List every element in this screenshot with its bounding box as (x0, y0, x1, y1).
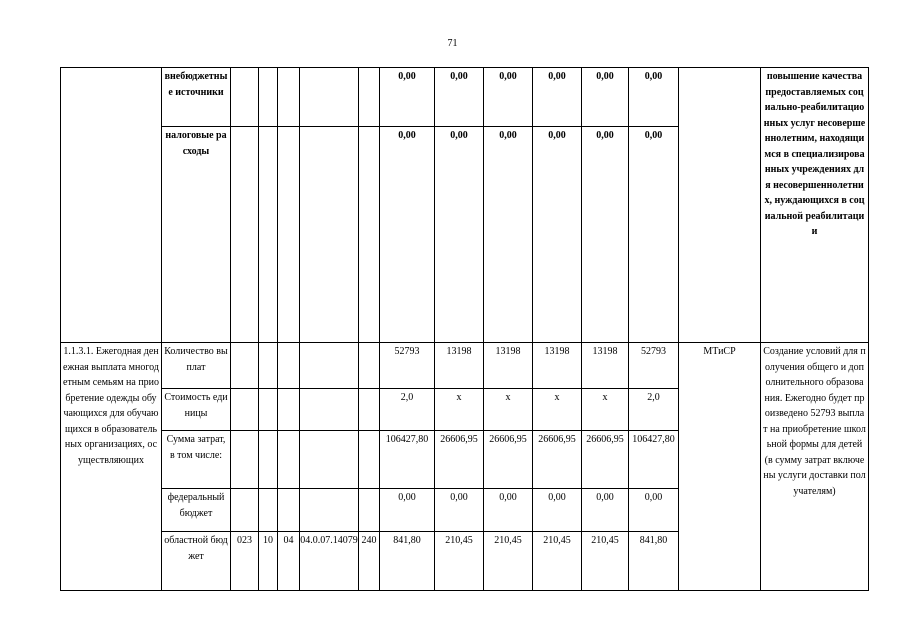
code-cell (259, 343, 278, 389)
code-cell (259, 431, 278, 489)
source-label: налоговые расходы (162, 127, 231, 343)
value-cell: 210,45 (435, 532, 484, 591)
code-cell (300, 489, 359, 532)
value-cell: 0,00 (484, 489, 533, 532)
result-cell: Создание условий для получения общего и дополнительного образования. Ежегодно будет произведено 52793 выплат на приобретение школьной формы для детей (в сумму затрат включены услуги доставки получателям) (761, 343, 869, 591)
row-label: Сумма затрат, в том числе: (162, 431, 231, 489)
value-cell: 0,00 (533, 127, 582, 343)
value-cell: 0,00 (380, 68, 435, 127)
value-cell: 26606,95 (533, 431, 582, 489)
code-cell (259, 127, 278, 343)
value-cell: 0,00 (629, 489, 679, 532)
code-cell (259, 389, 278, 431)
value-cell: 13198 (435, 343, 484, 389)
value-cell: 0,00 (435, 68, 484, 127)
code-cell: 04 (278, 532, 300, 591)
code-cell (300, 68, 359, 127)
value-cell: 0,00 (629, 68, 679, 127)
value-cell: 0,00 (582, 489, 629, 532)
value-cell: 0,00 (629, 127, 679, 343)
value-cell: 13198 (582, 343, 629, 389)
page-number: 71 (447, 38, 458, 49)
value-cell: 210,45 (533, 532, 582, 591)
code-cell (231, 343, 259, 389)
value-cell: 841,80 (380, 532, 435, 591)
value-cell: x (435, 389, 484, 431)
value-cell: 26606,95 (435, 431, 484, 489)
value-cell: x (484, 389, 533, 431)
row-label: Количество выплат (162, 343, 231, 389)
value-cell: 0,00 (533, 489, 582, 532)
code-cell (231, 68, 259, 127)
value-cell: 106427,80 (629, 431, 679, 489)
code-cell (359, 127, 380, 343)
code-cell: 10 (259, 532, 278, 591)
code-cell (231, 489, 259, 532)
value-cell: 2,0 (629, 389, 679, 431)
row-label: Стоимость единицы (162, 389, 231, 431)
value-cell: 106427,80 (380, 431, 435, 489)
value-cell: 13198 (533, 343, 582, 389)
value-cell: 0,00 (484, 127, 533, 343)
table-row (61, 68, 869, 127)
code-cell (300, 343, 359, 389)
value-cell: 52793 (380, 343, 435, 389)
value-cell: x (582, 389, 629, 431)
code-cell (300, 431, 359, 489)
empty-name-cell (61, 68, 162, 343)
table-row (61, 343, 869, 389)
code-cell: 04.0.07.14079 (300, 532, 359, 591)
code-cell (278, 68, 300, 127)
code-cell (259, 68, 278, 127)
value-cell: 0,00 (380, 489, 435, 532)
value-cell: 26606,95 (484, 431, 533, 489)
value-cell: 0,00 (435, 489, 484, 532)
executor-cell: МТиСР (679, 343, 761, 591)
value-cell: 0,00 (484, 68, 533, 127)
source-label: внебюджетные источники (162, 68, 231, 127)
value-cell: x (533, 389, 582, 431)
value-cell: 2,0 (380, 389, 435, 431)
code-cell (300, 127, 359, 343)
code-cell (359, 489, 380, 532)
code-cell: 240 (359, 532, 380, 591)
code-cell (231, 431, 259, 489)
code-cell (231, 127, 259, 343)
value-cell: 13198 (484, 343, 533, 389)
value-cell: 0,00 (582, 127, 629, 343)
code-cell (278, 343, 300, 389)
program-table (60, 67, 869, 591)
value-cell: 52793 (629, 343, 679, 389)
value-cell: 0,00 (582, 68, 629, 127)
code-cell (278, 389, 300, 431)
row-label: федеральный бюджет (162, 489, 231, 532)
code-cell (259, 489, 278, 532)
code-cell (359, 68, 380, 127)
code-cell (278, 127, 300, 343)
value-cell: 841,80 (629, 532, 679, 591)
goal-cell: повышение качества предоставляемых социально-реабилитационных услуг несовершеннолетним, находящимся в специализированных учреждениях для несовершеннолетних, нуждающихся в социальной реабилитации (761, 68, 869, 343)
row-label: областной бюджет (162, 532, 231, 591)
value-cell: 0,00 (380, 127, 435, 343)
code-cell (231, 389, 259, 431)
measure-name: 1.1.3.1. Ежегодная денежная выплата многодетным семьям на приобретение одежды обучающихся для обучающихся в образовательных организациях, осуществляющих (61, 343, 162, 591)
code-cell (278, 431, 300, 489)
value-cell: 0,00 (533, 68, 582, 127)
value-cell: 26606,95 (582, 431, 629, 489)
code-cell (278, 489, 300, 532)
code-cell: 023 (231, 532, 259, 591)
value-cell: 210,45 (582, 532, 629, 591)
code-cell (359, 389, 380, 431)
value-cell: 210,45 (484, 532, 533, 591)
empty-executor-cell (679, 68, 761, 343)
code-cell (359, 431, 380, 489)
code-cell (359, 343, 380, 389)
value-cell: 0,00 (435, 127, 484, 343)
code-cell (300, 389, 359, 431)
